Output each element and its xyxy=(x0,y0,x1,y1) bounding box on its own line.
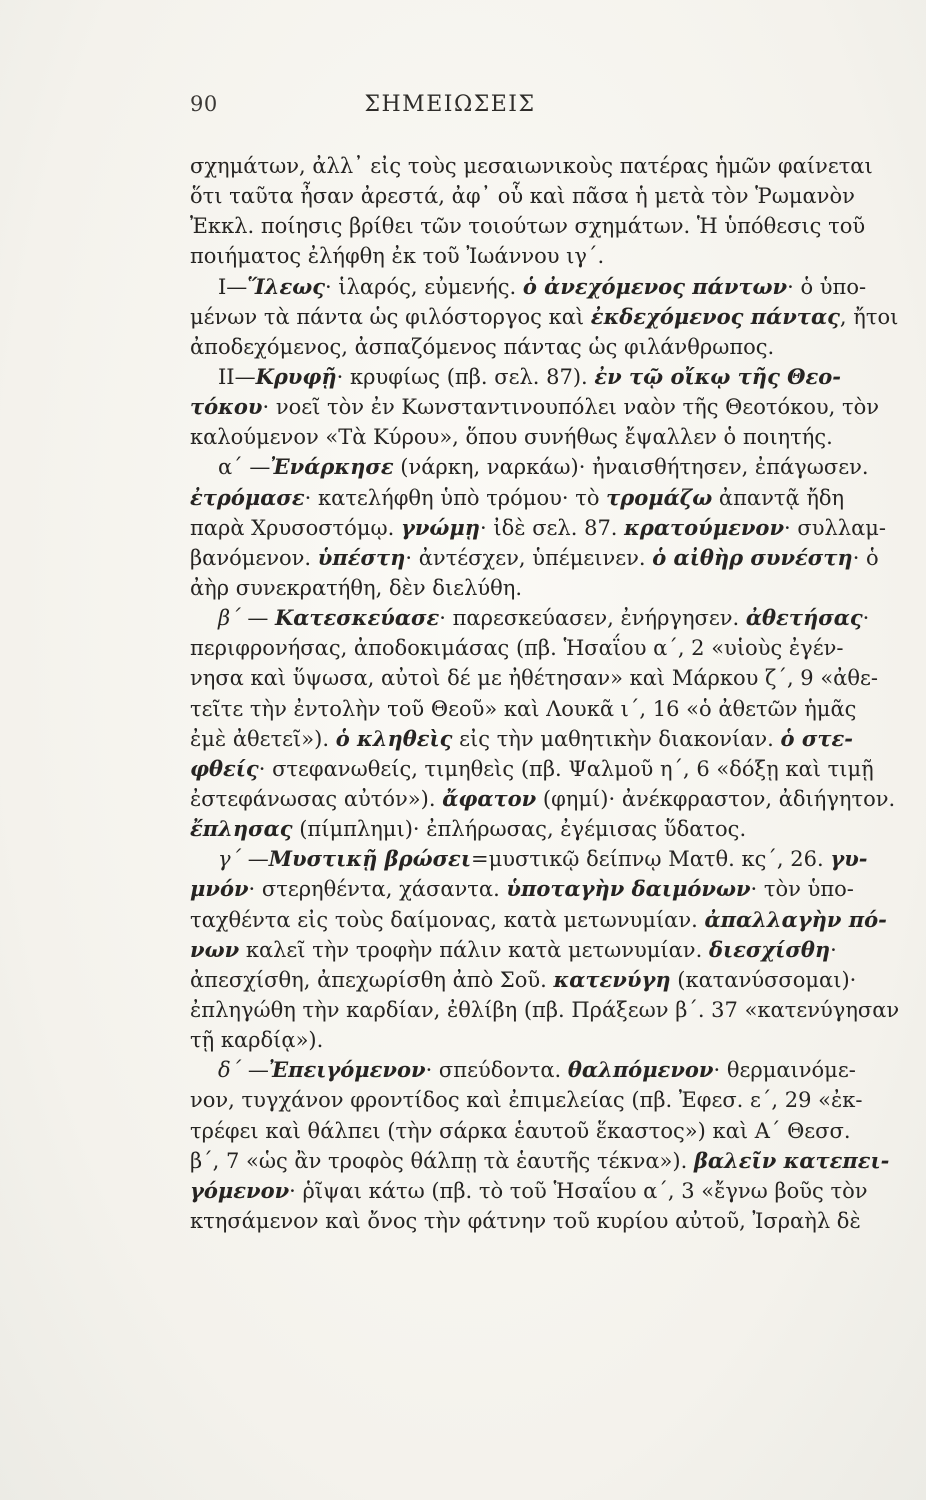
text-line xyxy=(190,814,747,844)
text-run: β΄, 7 «ὡς ἂν τροφὸς θάλπῃ τὰ ἑαυτῆς τέκνα»). xyxy=(190,1148,694,1173)
text-line xyxy=(190,1025,708,1055)
text-run: σχημάτων, ἀλλ᾿ εἰς τοὺς μεσαιωνικοὺς πατέρας ἡμῶν φαίνεται xyxy=(190,154,873,178)
lemma-term: ἄφατον xyxy=(442,785,537,811)
lemma-term: Κατεσκεύασε xyxy=(275,605,440,631)
lemma-term: ὁ στε- xyxy=(780,725,853,751)
lemma-term: Κρυφῇ xyxy=(255,363,337,389)
text-run: · σπεύδοντα. xyxy=(425,1058,568,1083)
lemma-term: διεσχίσθη xyxy=(708,936,831,962)
running-head: ΣΗΜΕΙΩΣΕΙΣ xyxy=(364,92,536,117)
stanza-marker: γ΄ xyxy=(218,847,242,872)
text-run: · κατελήφθη ὑπὸ τρόμου· τὸ xyxy=(304,485,607,510)
lemma-term: ἀθετήσας xyxy=(745,605,863,631)
text-run: νον, τυγχάνον φροντίδος καὶ ἐπιμελείας (πβ. Ἐφεσ. ε΄, 29 «ἐκ- xyxy=(190,1088,863,1113)
text-run: · ὁ xyxy=(852,545,879,570)
text-run: · τὸν ὑπο- xyxy=(750,877,854,902)
text-line xyxy=(190,241,708,271)
text-line xyxy=(190,543,879,573)
text-line xyxy=(190,332,775,362)
lemma-term: Ἐπειγόμενον xyxy=(268,1057,426,1083)
text-line xyxy=(190,181,855,211)
text-run: νησα καὶ ὕψωσα, αὐτοὶ δέ με ἠθέτησαν» καὶ Μάρκου ζ΄, 9 «ἀθε- xyxy=(190,666,878,691)
text-line xyxy=(190,573,708,603)
text-run: βανόμενον. xyxy=(190,545,318,570)
text-line xyxy=(190,874,854,904)
text-line xyxy=(190,905,887,935)
text-line xyxy=(190,1055,856,1085)
text-run: · ῥῖψαι κάτω (πβ. τὸ τοῦ Ἡσαΐου α΄, 3 «ἔγνω βοῦς τὸν xyxy=(289,1178,868,1203)
lemma-term: ὑποταγὴν δαιμόνων xyxy=(506,876,751,902)
lemma-term: κατενύγη xyxy=(553,966,671,992)
text-run: · ὁ ὑπο- xyxy=(787,274,867,299)
text-run: · xyxy=(862,606,870,631)
lemma-term: ἐκδεχόμενος πάντας xyxy=(590,303,840,329)
text-run: · παρεσκεύασεν, ἐνήργησεν. xyxy=(439,606,746,631)
text-run: ἀπεσχίσθη, ἀπεχωρίσθη ἀπὸ Σοῦ. xyxy=(190,967,554,992)
lemma-term: ὁ αἰθὴρ συνέστη xyxy=(652,544,853,570)
text-run: — xyxy=(241,1058,269,1083)
text-run: · συλλαμ- xyxy=(784,515,887,540)
text-run: καλούμενον «Τὰ Κύρου», ὅπου συνήθως ἔψαλλεν ὁ ποιητής. xyxy=(190,425,833,450)
text-line xyxy=(190,784,896,814)
text-run: · ἱλαρός, εὐμενής. xyxy=(325,274,523,299)
lemma-term: ὑπέστη xyxy=(317,544,406,570)
lemma-term: Μυστικῇ βρώσει xyxy=(268,846,471,872)
lemma-term: ἀπαλλαγὴν πό- xyxy=(704,906,887,932)
text-line xyxy=(190,935,837,965)
text-run: τεῖτε τὴν ἐντολὴν τοῦ Θεοῦ» καὶ Λουκᾶ ι΄, 16 «ὁ ἀθετῶν ἡμᾶς xyxy=(190,696,857,721)
text-run: — xyxy=(240,606,275,631)
text-line xyxy=(190,302,899,332)
text-run: · νοεῖ τὸν ἐν Κωνσταντινουπόλει ναὸν τῆς Θεοτόκου, τὸν xyxy=(262,395,880,420)
lemma-term: γυ- xyxy=(830,846,868,872)
lemma-term: γνώμῃ xyxy=(400,514,481,540)
text-run: τῇ καρδίᾳ»). xyxy=(190,1028,324,1053)
text-run: , ἤτοι xyxy=(839,304,899,329)
text-line xyxy=(190,1176,868,1206)
text-line xyxy=(190,633,844,663)
stanza-marker: β΄ xyxy=(218,606,241,631)
text-run: Ἐκκλ. ποίησις βρίθει τῶν τοιούτων σχημάτων. Ἡ ὑπόθεσις τοῦ xyxy=(190,214,866,239)
text-run: · θερμαινόμε- xyxy=(713,1058,856,1083)
text-line xyxy=(190,1085,863,1115)
lemma-term: νων xyxy=(190,936,240,962)
lemma-term: Ἵλεως xyxy=(247,273,326,299)
text-line xyxy=(190,1206,861,1236)
text-run: ἐμὲ ἀθετεῖ»). xyxy=(190,726,336,751)
text-line xyxy=(190,151,873,181)
text-run: ἐστεφάνωσας αὐτόν»). xyxy=(190,786,443,811)
text-run: · ἰδὲ σελ. 87. xyxy=(480,515,625,540)
text-line xyxy=(190,362,841,392)
text-run: =μυστικῷ δείπνῳ Ματθ. κς΄, 26. xyxy=(470,847,831,872)
text-run: (φημί)· ἀνέκφραστον, ἀδιήγητον. xyxy=(536,786,896,811)
text-run: εἰς τὴν μαθητικὴν διακονίαν. xyxy=(452,726,781,751)
text-run: II— xyxy=(218,364,256,389)
text-run: κτησάμενον καὶ ὄνος τὴν φάτνην τοῦ κυρίου αὐτοῦ, Ἰσραὴλ δὲ xyxy=(190,1208,861,1233)
page-number: 90 xyxy=(190,92,218,116)
lemma-term: τόκου xyxy=(190,394,263,420)
text-line xyxy=(190,603,870,633)
text-run: περιφρονήσας, ἀποδοκιμάσας (πβ. Ἡσαΐου α΄, 2 «υἱοὺς ἐγέν- xyxy=(190,636,844,661)
lemma-term: φθείς xyxy=(190,755,259,781)
lemma-term: ὁ ἀνεχόμενος πάντων xyxy=(522,273,788,299)
text-run: ποιήματος ἐλήφθη ἐκ τοῦ Ἰωάννου ιγ΄. xyxy=(190,244,605,269)
lemma-term: ἐτρόμασε xyxy=(190,484,305,510)
lemma-term: Ἐνάρκησε xyxy=(270,454,394,480)
text-line xyxy=(190,724,853,754)
text-line xyxy=(190,1116,851,1146)
text-line xyxy=(190,694,857,724)
page-header xyxy=(190,92,710,132)
text-line xyxy=(190,452,869,482)
text-run: ταχθέντα εἰς τοὺς δαίμονας, κατὰ μετωνυμίαν. xyxy=(190,907,705,932)
lemma-term: ὁ κληθεὶς xyxy=(335,725,453,751)
text-run: τρέφει καὶ θάλπει (τὴν σάρκα ἑαυτοῦ ἕκαστος») καὶ Α΄ Θεσσ. xyxy=(190,1118,851,1143)
text-run: · στεφανωθείς, τιμηθεὶς (πβ. Ψαλμοῦ η΄, 6 «δόξῃ καὶ τιμῇ xyxy=(258,756,874,781)
lemma-term: βαλεῖν κατεπει- xyxy=(693,1147,890,1173)
text-run: ἐπληγώθη τὴν καρδίαν, ἐθλίβη (πβ. Πράξεων β΄. 37 «κατενύγησαν xyxy=(190,997,900,1022)
text-run: ἀπαντᾷ ἤδη xyxy=(712,485,845,510)
text-line xyxy=(190,422,833,452)
text-line xyxy=(190,513,887,543)
text-line xyxy=(190,211,866,241)
text-run: · κρυφίως (πβ. σελ. 87). xyxy=(336,364,595,389)
text-line xyxy=(190,995,900,1025)
text-line xyxy=(190,483,845,513)
text-run: · στερηθέντα, χάσαντα. xyxy=(248,877,507,902)
lemma-term: θαλπόμενον xyxy=(567,1057,714,1083)
text-line xyxy=(190,663,878,693)
text-run: α΄ — xyxy=(218,455,271,480)
text-run: καλεῖ τὴν τροφὴν πάλιν κατὰ μετωνυμίαν. xyxy=(239,937,709,962)
text-line xyxy=(190,272,867,302)
text-run: (πίμπλημι)· ἐπλήρωσας, ἐγέμισας ὕδατος. xyxy=(292,817,747,842)
text-line xyxy=(190,392,880,422)
lemma-term: τρομάζω xyxy=(606,484,713,510)
text-run: (κατανύσσομαι)· xyxy=(670,967,857,992)
text-line xyxy=(190,965,857,995)
text-line xyxy=(190,1146,890,1176)
lemma-term: ἔπλησας xyxy=(190,816,293,842)
text-run: ἀποδεχόμενος, ἀσπαζόμενος πάντας ὡς φιλάνθρωπος. xyxy=(190,334,775,359)
text-run: (νάρκη, ναρκάω)· ἠναισθήτησεν, ἐπάγωσεν. xyxy=(393,455,869,480)
lemma-term: κρατούμενον xyxy=(624,514,785,540)
lemma-term: ἐν τῷ οἴκῳ τῆς Θεο- xyxy=(594,363,841,389)
text-run: — xyxy=(241,847,269,872)
text-run: ἀὴρ συνεκρατήθη, δὲν διελύθη. xyxy=(190,575,523,600)
text-run: ὅτι ταῦτα ἦσαν ἀρεστά, ἀφ᾿ οὗ καὶ πᾶσα ἡ μετὰ τὸν Ῥωμανὸν xyxy=(190,184,855,209)
text-line xyxy=(190,754,874,784)
text-run: παρὰ Χρυσοστόμῳ. xyxy=(190,515,401,540)
text-run: I— xyxy=(218,274,248,299)
lemma-term: μνόν xyxy=(190,876,249,902)
lemma-term: γόμενον xyxy=(190,1177,290,1203)
notes-text-block xyxy=(190,151,900,1236)
text-run: μένων τὰ πάντα ὡς φιλόστοργος καὶ xyxy=(190,304,591,329)
text-run: · xyxy=(830,937,837,962)
text-run: · ἀντέσχεν, ὑπέμεινεν. xyxy=(405,545,653,570)
stanza-marker: δ΄ xyxy=(218,1058,242,1083)
text-line xyxy=(190,844,868,874)
